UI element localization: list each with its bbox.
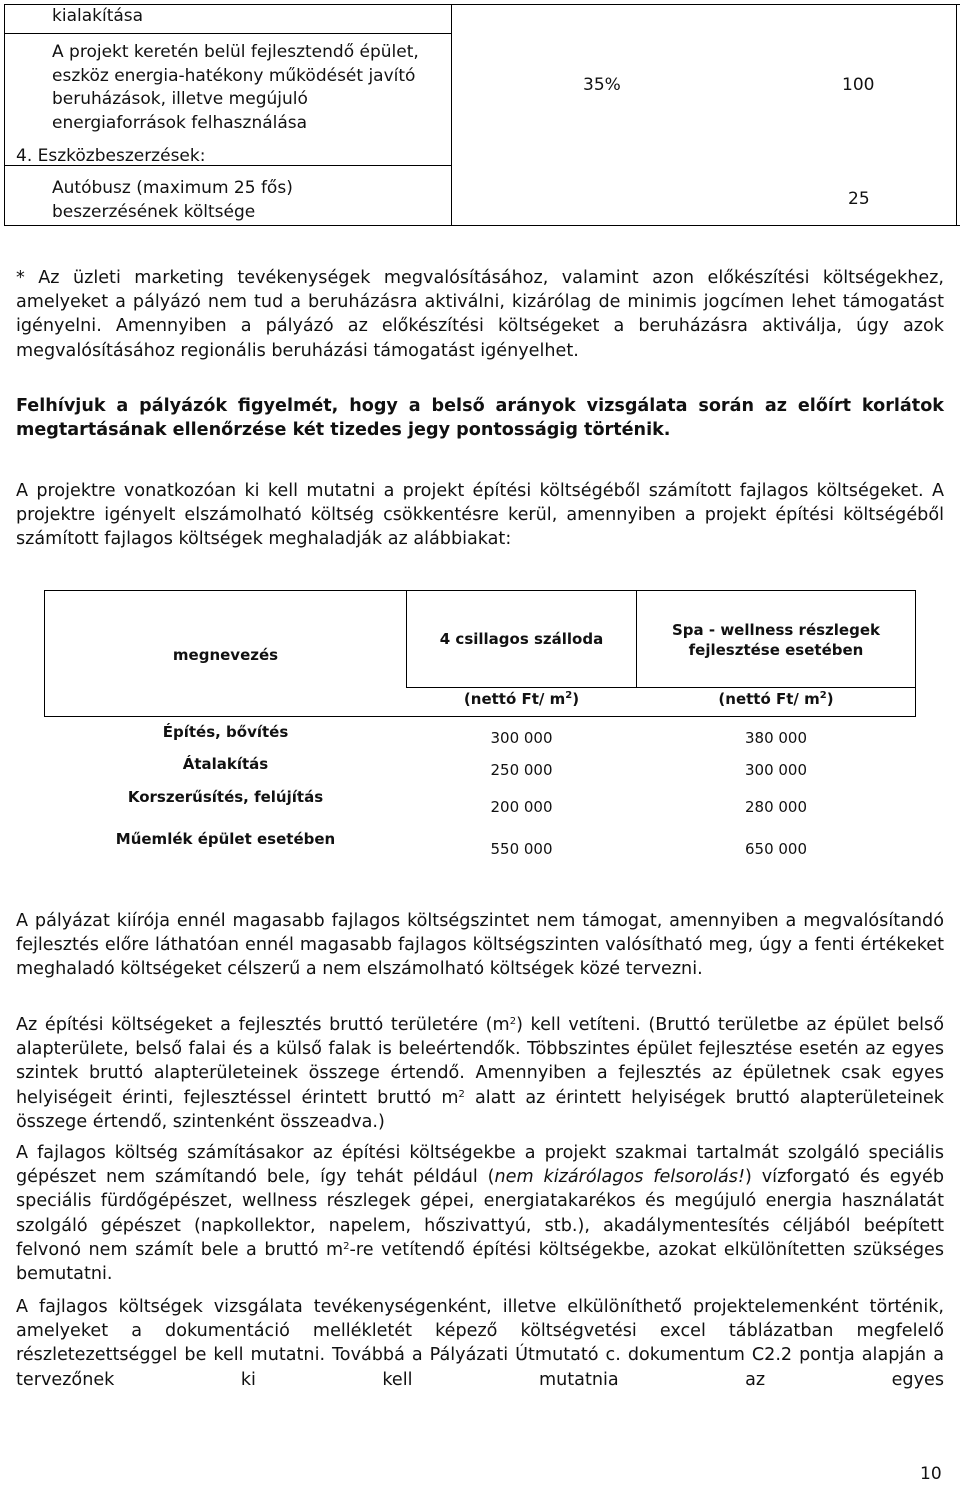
cost-row-name: Átalakítás (182, 755, 269, 773)
top-table-row2-value: 100 (842, 75, 875, 95)
top-table-row2-percent: 35% (583, 75, 621, 95)
cost-table-unit-hotel: (nettó Ft/ $m^2$) (463, 690, 580, 708)
cost-row-name: Építés, bővítés (162, 723, 289, 741)
cost-row-spa-value: 650 000 (744, 840, 808, 858)
top-table-row1-label: kialakítása (52, 6, 144, 26)
higher-cost-paragraph: A pályázat kiírója ennél magasabb fajlagos költségszintet nem támogat, amennyiben a megvalósítandó fejlesztés előre láthatóan ennél magasabb fajlagos költségszinten valósítható meg, úgy a fenti értékeket meghaladó költségeket célszerű a nem elszámolható költségek közé tervezni. (16, 911, 944, 980)
cost-row-hotel-value: 250 000 (490, 761, 553, 779)
attention-paragraph: Felhívjuk a pályázók figyelmét, hogy a belső arányok vizsgálata során az előírt korlátok megtartásának ellenőrzése két tizedes jegy pontosságig történik. (16, 396, 944, 441)
cost-row-hotel-value: 300 000 (490, 729, 553, 747)
cost-row-hotel-value: 550 000 (490, 840, 553, 858)
top-table-row3-label: 4. Eszközbeszerzések: (16, 146, 206, 166)
cost-row-name: Korszerűsítés, felújítás (127, 788, 324, 806)
cost-row-spa-value: 380 000 (744, 729, 808, 747)
top-table-row4-value: 25 (848, 189, 870, 209)
cost-row-hotel-value: 200 000 (490, 798, 553, 816)
activity-review-paragraph: A fajlagos költségek vizsgálata tevékenységenként, illetve elkülöníthető projektelemenként történik, amelyeket a dokumentáció mellékletét képező költségvetési excel táblázatban megfelelő részletezettséggel be kell mutatni. Továbbá a Pályázati Útmutató c. dokumentum C2.2 pontja alapján a tervezőnek ki kell mutatnia az egyes (16, 1297, 944, 1390)
cost-row-spa-value: 300 000 (744, 761, 808, 779)
page-number: 10 (920, 1464, 942, 1484)
cost-row-spa-value: 280 000 (744, 798, 808, 816)
special-machinery-paragraph: A fajlagos költség számításakor az építési költségekbe a projekt szakmai tartalmát szolgáló speciális gépészet nem számítandó bele, így tehát például (nem kizárólagos felsorolás!) vízforgató és egyéb speciális fürdőgépészet, wellness részlegek gépei, energiatakarékos és megújuló energia használatát szolgáló gépészet (napkollektor, napelem, hőszivattyú, stb.), akadálymentesítés céljából beépített felvonó nem számít bele a bruttó $m^2-re$ vetítendő építési költségekbe, azokat elkülönítetten szükséges bemutatni. (16, 1143, 944, 1285)
marketing-note-paragraph: * Az üzleti marketing tevékenységek megvalósításához, valamint azon előkészítési költségekhez, amelyeket a pályázó nem tud a beruházásra aktiválni, kizárólag de minimis jogcímen lehet támogatást igényelni. Amennyiben a pályázó az előkészítési költségeket a beruházásra aktiválja, úgy azok megvalósításához regionális beruházási támogatást igényelhet. (16, 268, 944, 361)
specific-cost-intro-paragraph: A projektre vonatkozóan ki kell mutatni a projekt építési költségéből számított fajlagos költségeket. A projektre igényelt elszámolható költség csökkentésre kerül, amennyiben a projekt építési költségéből számított fajlagos költségek meghaladják az alábbiakat: (16, 481, 944, 550)
top-table-row2-label: A projekt keretén belül fejlesztendő épület, eszköz energia-hatékony működését javító beruházások, illetve megújuló energiaforrások felhasználása (52, 42, 419, 133)
gross-area-paragraph: Az építési költségeket a fejlesztés bruttó területére $(m^2)$ kell vetíteni. (Bruttó területbe az épület belső alapterülete, belső falai és a külső falak is beleértendők. Többszintes épület fejlesztése esetén az egyes szintek bruttó alapterületeinek összege értendő. Amennyiben a fejlesztés az épületnek csak egyes helyiségeit érinti, fejlesztéssel érintett bruttó $m^2$ alatt az érintett helyiségek bruttó alapterületeinek összege értendő, szintenként összeadva.) (16, 1015, 944, 1132)
cost-row-name: Műemlék épület esetében (115, 830, 336, 848)
cost-table-header-name: megnevezés (172, 646, 279, 664)
cost-table-header-spa: Spa - wellness részlegek fejlesztése esetében (671, 621, 880, 659)
top-table-row4-label: Autóbusz (maximum 25 fős) beszerzésének költsége (52, 178, 293, 222)
cost-table-header-hotel: 4 csillagos szálloda (439, 630, 604, 648)
cost-table-unit-spa: (nettó Ft/ $m^2$) (718, 690, 834, 708)
